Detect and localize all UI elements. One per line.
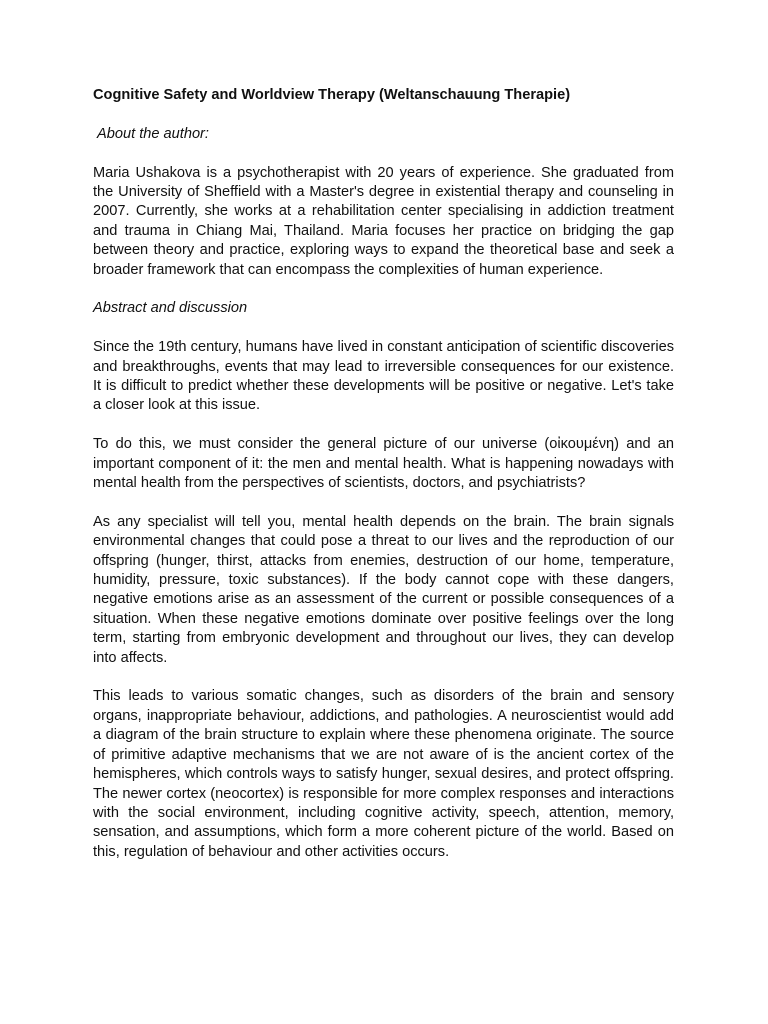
paragraph-3: As any specialist will tell you, mental health depends on the brain. The brain signals environmental changes that could pose a threat to our lives and the reproduction of our offspring (hunger, thirst, attacks from enemies, destruction of our home, temperature, humidity, pressure, toxic substances). If the body cannot cope with these dangers, negative emotions arise as an assessment of the current or possible consequences of a situation. When these negative emotions dominate over positive feelings over the long term, starting from embryonic development and throughout our lives, they can develop into affects. bbox=[93, 513, 674, 666]
document-page bbox=[93, 86, 674, 862]
abstract-heading: Abstract and discussion bbox=[93, 300, 248, 317]
about-author-heading: About the author: bbox=[97, 125, 209, 142]
about-author-text: Maria Ushakova is a psychotherapist with 20 years of experience. She graduated from the University of Sheffield with a Master's degree in existential therapy and counseling in 2007. Currently, she works at a rehabilitation center specialising in addiction treatment and trauma in Chiang Mai, Thailand. Maria focuses her practice on bridging the gap between theory and practice, exploring ways to expand the theoretical base and seek a broader framework that can encompass the complexities of human experience. bbox=[93, 164, 674, 278]
paragraph-4: This leads to various somatic changes, such as disorders of the brain and sensory organs, inappropriate behaviour, addictions, and pathologies. A neuroscientist would add a diagram of the brain structure to explain where these phenomena originate. The source of primitive adaptive mechanisms that we are not aware of is the ancient cortex of the hemispheres, which controls ways to satisfy hunger, sexual desires, and protect offspring. The newer cortex (neocortex) is responsible for more complex responses and interactions with the social environment, including cognitive activity, speech, attention, memory, sensation, and assumptions, which form a more coherent picture of the world. Based on this, regulation of behaviour and other activities occurs. bbox=[93, 688, 674, 860]
paragraph-2: To do this, we must consider the general picture of our universe (οἰκουμένη) and an important component of it: the men and mental health. What is happening nowadays with mental health from the perspectives of scientists, doctors, and psychiatrists? bbox=[93, 436, 674, 492]
document-title: Cognitive Safety and Worldview Therapy (Weltanschauung Therapie) bbox=[93, 87, 571, 103]
paragraph-1: Since the 19th century, humans have lived in constant anticipation of scientific discoveries and breakthroughs, events that may lead to irreversible consequences for our existence. It is difficult to predict whether these developments will be positive or negative. Let's take a closer look at this issue. bbox=[93, 339, 674, 414]
